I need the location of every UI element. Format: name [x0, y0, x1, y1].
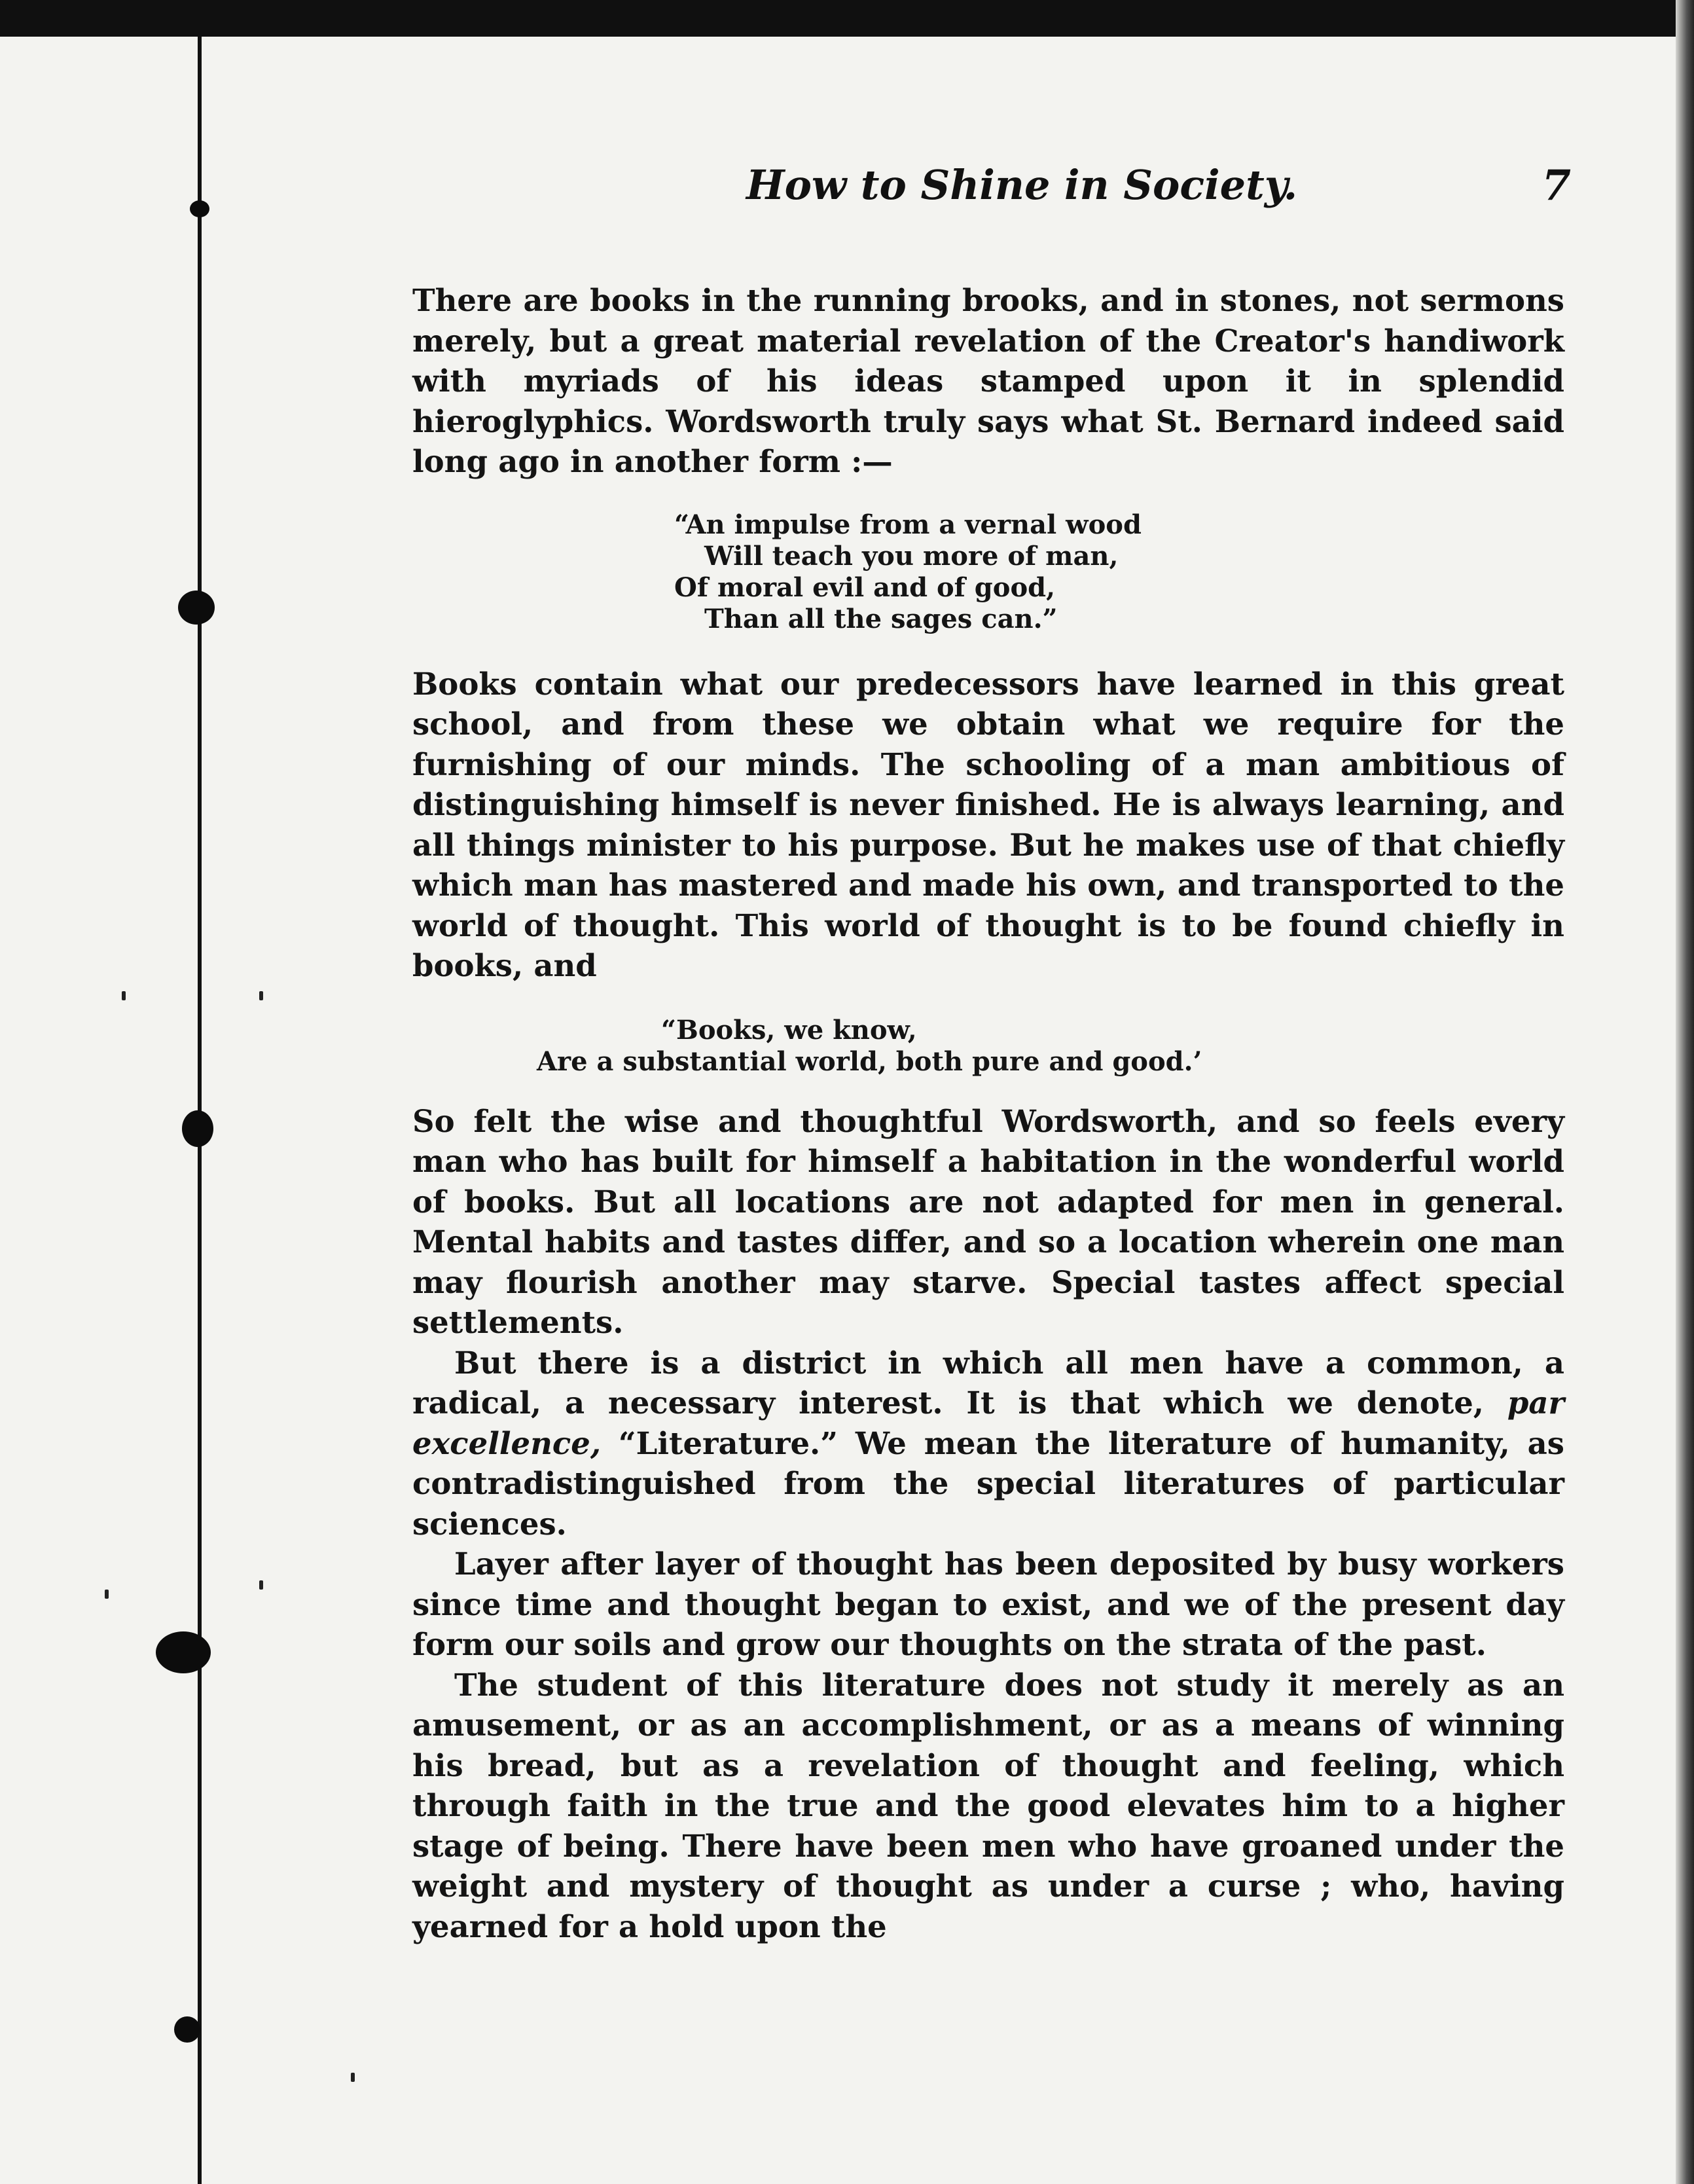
verse-quotation — [537, 1015, 1564, 1078]
scan-right-edge — [1676, 0, 1694, 2184]
margin-speck — [122, 991, 126, 1000]
verse-line: Are a substantial world, both pure and good.’ — [537, 1046, 1202, 1077]
scan-top-border — [0, 0, 1694, 37]
running-head: How to Shine in Society. — [746, 161, 1298, 209]
paragraph — [412, 1343, 1564, 1544]
paragraph: Layer after layer of thought has been deposited by busy workers since time and thought began to exist, and we of the present day form our soils and grow our thoughts on the strata of the past. — [412, 1546, 1564, 1662]
margin-speck — [351, 2073, 355, 2082]
binding-stitch — [190, 200, 209, 217]
verse-quotation — [674, 509, 1564, 635]
page-number: 7 — [1541, 161, 1571, 210]
verse-line: Than all the sages can.” — [704, 603, 1058, 634]
paragraph: The student of this literature does not study it merely as an amusement, or as an accomplishment, or as a means of winning his bread, but as a revelation of thought and feeling, which through faith in the true and the good elevates him to a higher stage of being. There have been men who have groaned under the weight and mystery of thought as under a curse ; who, having yearned for a hold upon the — [412, 1666, 1564, 1944]
body-text — [412, 280, 1564, 1946]
verse-line: “An impulse from a vernal wood — [674, 509, 1142, 540]
italic-phrase: par excellence, — [412, 1385, 1564, 1461]
margin-speck — [259, 991, 263, 1000]
paragraph-text: “Literature.” We mean the literature of humanity, as contradistinguished from the special literatures of particular sciences. — [412, 1425, 1564, 1542]
binding-stitch — [174, 2016, 200, 2043]
margin-speck — [105, 1590, 109, 1599]
paragraph: Books contain what our predecessors have learned in this great school, and from these we obtain what we require for the furnishing of our minds. The schooling of a man ambitious of distinguishing himself is never finished. He is always learning, and all things minister to his purpose. But he makes use of that chiefly which man has mastered and made his own, and transported to the world of thought. This world of thought is to be found chiefly in books, and — [412, 665, 1564, 983]
verse-line: “Books, we know, — [661, 1014, 917, 1046]
paragraph: There are books in the running brooks, and in stones, not sermons merely, but a great material revelation of the Creator's handiwork with myriads of his ideas stamped upon it in splendid hieroglyphics. Wordsworth truly says what St. Bernard indeed said long ago in another form :— — [412, 282, 1564, 479]
paragraph: So felt the wise and thoughtful Wordsworth, and so feels every man who has built for himself a habitation in the wonderful world of books. But all locations are not adapted for men in general. Mental habits and tastes differ, and so a location wherein one man may flourish another may starve. Special tastes affect special settlements. — [412, 1102, 1564, 1340]
book-page — [0, 37, 1676, 2184]
binding-stitch — [182, 1110, 213, 1147]
paragraph-text: But there is a district in which all men have a common, a radical, a necessary interest. It is that which we denote, — [412, 1344, 1564, 1421]
binding-stitch — [178, 591, 215, 625]
page-header — [419, 161, 1571, 233]
verse-line: Will teach you more of man, — [704, 540, 1119, 572]
binding-stitch — [156, 1631, 211, 1673]
verse-line: Of moral evil and of good, — [674, 572, 1056, 603]
margin-speck — [259, 1580, 263, 1590]
